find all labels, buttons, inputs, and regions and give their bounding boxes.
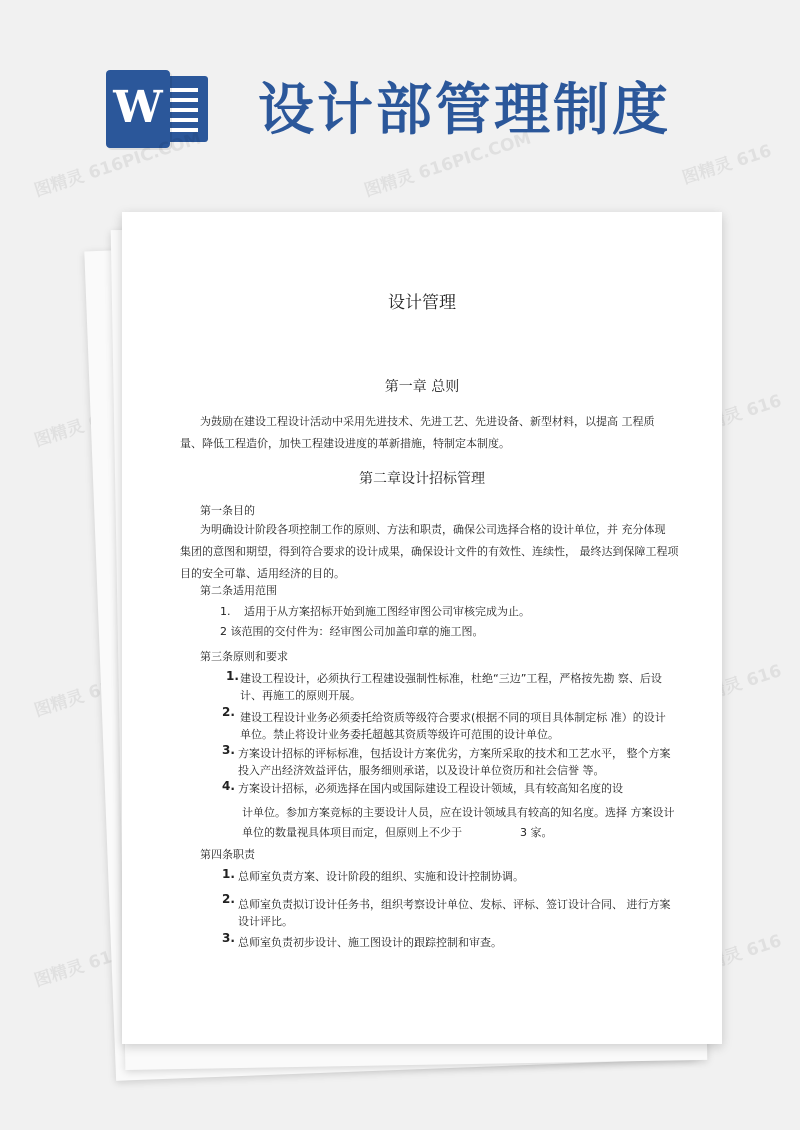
list-item-line: 总师室负责初步设计、施工图设计的跟踪控制和审查。: [238, 936, 502, 949]
chapter-1-heading: 第一章 总则: [384, 379, 460, 395]
page-title: 设计部管理制度: [258, 78, 671, 143]
article-1-title: 第一条目的: [200, 504, 255, 517]
list-item-line: 3 家。: [520, 826, 553, 839]
watermark: 图精灵 616: [679, 141, 775, 189]
watermark: 图精灵 616: [689, 391, 785, 439]
list-number: 1.: [220, 605, 231, 618]
list-item-line: 总师室负责方案、设计阶段的组织、实施和设计控制协调。: [238, 870, 524, 883]
paragraph-line: 集团的意图和期望，得到符合要求的设计成果，确保设计文件的有效性、连续性， 最终达到保障工程项: [180, 545, 679, 558]
list-item: 适用于从方案招标开始到施工图经审图公司审核完成为止。: [244, 605, 530, 618]
word-app-icon: [106, 70, 210, 148]
watermark: 图精灵 616PIC.COM: [31, 128, 204, 202]
document-page: [122, 212, 722, 1044]
document-title: 设计管理: [388, 293, 456, 313]
list-number: 2.: [222, 705, 235, 719]
list-number: 1.: [226, 669, 239, 683]
list-number: 1.: [222, 867, 235, 881]
paragraph-line: 为鼓励在建设工程设计活动中采用先进技术、先进工艺、先进设备、新型材料，以提高 工程质: [200, 415, 655, 428]
list-item-line: 总师室负责拟订设计任务书，组织考察设计单位、发标、评标、签订设计合同、 进行方案: [238, 898, 671, 911]
watermark: 图精灵: [31, 416, 87, 452]
watermark: 图精灵 616: [689, 931, 785, 979]
list-number: 4.: [222, 779, 235, 793]
list-number: 2.: [222, 892, 235, 906]
watermark: 图精灵: [31, 686, 87, 722]
article-4-title: 第四条职责: [200, 848, 255, 861]
list-item-line: 计单位。参加方案竞标的主要设计人员，应在设计领域具有较高的知名度。选择 方案设计: [242, 806, 675, 819]
list-item: 2 该范围的交付件为：经审图公司加盖印章的施工图。: [220, 625, 484, 638]
list-item-line: 投入产出经济效益评估，服务细则承诺，以及设计单位资历和社会信誉 等。: [238, 764, 605, 777]
article-3-title: 第三条原则和要求: [200, 650, 288, 663]
list-item-line: 单位。禁止将设计业务委托超越其资质等级许可范围的设计单位。: [240, 728, 559, 741]
list-item-line: 方案设计招标，必须选择在国内或国际建设工程设计领域，具有较高知名度的设: [238, 782, 623, 795]
list-item-line: 单位的数量视具体项目而定，但原则上不少于: [242, 826, 462, 839]
list-item-line: 计、再施工的原则开展。: [240, 689, 361, 702]
paragraph-line: 为明确设计阶段各项控制工作的原则、方法和职责，确保公司选择合格的设计单位，并 充分体现: [200, 523, 666, 536]
word-letter-badge: W: [106, 70, 170, 148]
paragraph-line: 量、降低工程造价，加快工程建设进度的革新措施，特制定本制度。: [180, 437, 510, 450]
watermark: 图精灵: [31, 956, 87, 992]
watermark: 图精灵 616PIC.COM: [361, 128, 534, 202]
list-item-line: 建设工程设计业务必须委托给资质等级符合要求(根据不同的项目具体制定标 准）的设计: [240, 711, 666, 724]
article-2-title: 第二条适用范围: [200, 584, 277, 597]
list-item-line: 建设工程设计，必须执行工程建设强制性标准，杜绝“三边”工程，严格按先勘 察、后设: [240, 672, 662, 685]
chapter-2-heading: 第二章设计招标管理: [359, 471, 485, 487]
list-number: 3.: [222, 931, 235, 945]
list-number: 3.: [222, 743, 235, 757]
list-item-line: 设计评比。: [238, 915, 293, 928]
paragraph-line: 目的安全可靠、适用经济的目的。: [180, 567, 345, 580]
list-item-line: 方案设计招标的评标标准，包括设计方案优劣，方案所采取的技术和工艺水平， 整个方案: [238, 747, 671, 760]
watermark: 图精灵 616: [689, 661, 785, 709]
